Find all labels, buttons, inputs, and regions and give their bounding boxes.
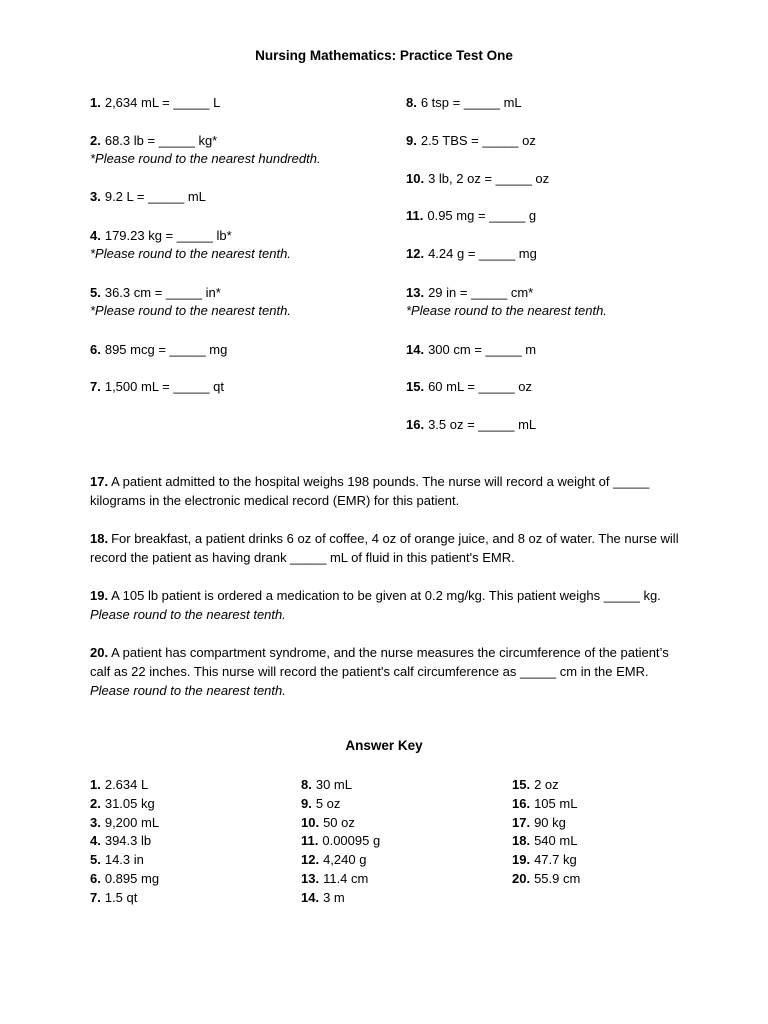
question-text: A patient has compartment syndrome, and the nurse measures the circumference of the patient’s calf as 22 inches. This nurse will record the patient's calf circumference as _____ cm in the EMR. <box>90 645 669 679</box>
word-problem-17 <box>90 472 685 510</box>
answer-number: 1. <box>90 777 101 792</box>
question-text: 60 mL = _____ oz <box>428 379 533 394</box>
question-text: 3 lb, 2 oz = _____ oz <box>428 171 550 186</box>
question-number: 16. <box>406 417 425 432</box>
answer-number: 6. <box>90 871 101 886</box>
answer-text: 90 kg <box>534 815 566 830</box>
answer-text: 4,240 g <box>323 852 367 867</box>
question-6 <box>90 341 227 359</box>
question-text: 2,634 mL = _____ L <box>104 95 221 110</box>
question-4 <box>90 227 232 245</box>
question-15 <box>406 378 532 396</box>
answer-text: 0.00095 g <box>322 833 381 848</box>
question-9 <box>406 132 536 150</box>
question-text: 68.3 lb = _____ kg* <box>104 133 218 148</box>
answer-number: 16. <box>512 796 531 811</box>
answer-text: 11.4 cm <box>323 871 369 886</box>
question-number: 8. <box>406 95 417 110</box>
question-number: 17. <box>90 474 109 489</box>
word-problem-18 <box>90 529 685 567</box>
answer-text: 5 oz <box>315 796 341 811</box>
answer-15 <box>512 776 559 794</box>
question-text: A patient admitted to the hospital weighs 198 pounds. The nurse will record a weight of _____ kilograms in the electronic medical record (EMR) for this patient. <box>90 474 650 508</box>
answer-10 <box>301 814 355 832</box>
question-text: 29 in = _____ cm* <box>428 285 534 300</box>
question-text: 0.95 mg = _____ g <box>427 208 537 223</box>
answer-7 <box>90 889 137 907</box>
answer-text: 3 m <box>323 890 345 905</box>
answer-11 <box>301 832 380 850</box>
answer-16 <box>512 795 577 813</box>
rounding-note-q2: *Please round to the nearest hundredth. <box>90 151 321 166</box>
answer-text: 1.5 qt <box>104 890 138 905</box>
question-13 <box>406 284 533 302</box>
answer-18 <box>512 832 577 850</box>
answer-number: 2. <box>90 796 101 811</box>
question-text: 3.5 oz = _____ mL <box>428 417 537 432</box>
answer-12 <box>301 851 366 869</box>
answer-number: 9. <box>301 796 312 811</box>
answer-3 <box>90 814 159 832</box>
answer-text: 47.7 kg <box>534 852 577 867</box>
question-7 <box>90 378 224 396</box>
question-number: 11. <box>406 208 424 223</box>
word-problem-19 <box>90 586 685 624</box>
question-5 <box>90 284 221 302</box>
question-number: 7. <box>90 379 101 394</box>
answer-8 <box>301 776 352 794</box>
question-text: 4.24 g = _____ mg <box>428 246 537 261</box>
page-title: Nursing Mathematics: Practice Test One <box>255 48 513 63</box>
question-number: 9. <box>406 133 417 148</box>
answer-text: 30 mL <box>315 777 352 792</box>
question-16 <box>406 416 536 434</box>
question-number: 20. <box>90 645 109 660</box>
answer-text: 50 oz <box>323 815 355 830</box>
answer-number: 7. <box>90 890 101 905</box>
answer-text: 31.05 kg <box>104 796 155 811</box>
answer-number: 19. <box>512 852 531 867</box>
question-8 <box>406 94 522 112</box>
answer-text: 540 mL <box>534 833 578 848</box>
question-number: 4. <box>90 228 101 243</box>
question-number: 15. <box>406 379 425 394</box>
question-text: 36.3 cm = _____ in* <box>104 285 221 300</box>
answer-2 <box>90 795 155 813</box>
answer-number: 12. <box>301 852 320 867</box>
answer-text: 105 mL <box>534 796 578 811</box>
answer-number: 3. <box>90 815 101 830</box>
question-number: 12. <box>406 246 425 261</box>
question-text: 2.5 TBS = _____ oz <box>420 133 536 148</box>
answer-number: 8. <box>301 777 312 792</box>
answer-number: 14. <box>301 890 320 905</box>
answer-1 <box>90 776 148 794</box>
answer-text: 2 oz <box>534 777 559 792</box>
answer-20 <box>512 870 580 888</box>
question-number: 14. <box>406 342 425 357</box>
answer-19 <box>512 851 577 869</box>
question-11 <box>406 207 536 225</box>
question-number: 6. <box>90 342 101 357</box>
rounding-note: Please round to the nearest tenth. <box>90 607 286 622</box>
answer-6 <box>90 870 159 888</box>
answer-text: 9,200 mL <box>104 815 160 830</box>
question-text: A 105 lb patient is ordered a medication to be given at 0.2 mg/kg. This patient weighs _____ kg. <box>111 588 661 603</box>
question-1 <box>90 94 220 112</box>
answer-key-title: Answer Key <box>345 738 423 753</box>
question-number: 1. <box>90 95 101 110</box>
question-number: 19. <box>90 588 109 603</box>
question-12 <box>406 245 537 263</box>
answer-14 <box>301 889 345 907</box>
question-number: 5. <box>90 285 101 300</box>
rounding-note-q4: *Please round to the nearest tenth. <box>90 246 291 261</box>
question-number: 3. <box>90 189 101 204</box>
answer-text: 55.9 cm <box>534 871 581 886</box>
word-problem-20 <box>90 643 685 700</box>
answer-number: 17. <box>512 815 531 830</box>
question-3 <box>90 188 206 206</box>
answer-number: 11. <box>301 833 319 848</box>
answer-17 <box>512 814 566 832</box>
answer-text: 394.3 lb <box>104 833 152 848</box>
question-text: 9.2 L = _____ mL <box>104 189 206 204</box>
answer-number: 5. <box>90 852 101 867</box>
answer-number: 10. <box>301 815 320 830</box>
question-number: 2. <box>90 133 101 148</box>
question-text: 300 cm = _____ m <box>428 342 537 357</box>
answer-13 <box>301 870 368 888</box>
rounding-note-q5: *Please round to the nearest tenth. <box>90 303 291 318</box>
question-14 <box>406 341 536 359</box>
question-10 <box>406 170 549 188</box>
question-number: 10. <box>406 171 425 186</box>
answer-number: 18. <box>512 833 531 848</box>
answer-number: 15. <box>512 777 531 792</box>
answer-text: 14.3 in <box>104 852 144 867</box>
rounding-note-q13: *Please round to the nearest tenth. <box>406 303 607 318</box>
answer-number: 4. <box>90 833 101 848</box>
answer-text: 2.634 L <box>104 777 149 792</box>
question-text: 179.23 kg = _____ lb* <box>104 228 232 243</box>
rounding-note: Please round to the nearest tenth. <box>90 683 286 698</box>
question-2 <box>90 132 217 150</box>
answer-text: 0.895 mg <box>104 871 160 886</box>
answer-4 <box>90 832 151 850</box>
question-text: 1,500 mL = _____ qt <box>104 379 224 394</box>
answer-9 <box>301 795 340 813</box>
answer-number: 20. <box>512 871 531 886</box>
question-number: 18. <box>90 531 109 546</box>
question-text: 6 tsp = _____ mL <box>420 95 522 110</box>
question-text: For breakfast, a patient drinks 6 oz of coffee, 4 oz of orange juice, and 8 oz of water. The nurse will record the patient as having drank _____ mL of fluid in this patient's EMR. <box>90 531 679 565</box>
answer-5 <box>90 851 144 869</box>
answer-number: 13. <box>301 871 320 886</box>
question-number: 13. <box>406 285 425 300</box>
question-text: 895 mcg = _____ mg <box>104 342 228 357</box>
